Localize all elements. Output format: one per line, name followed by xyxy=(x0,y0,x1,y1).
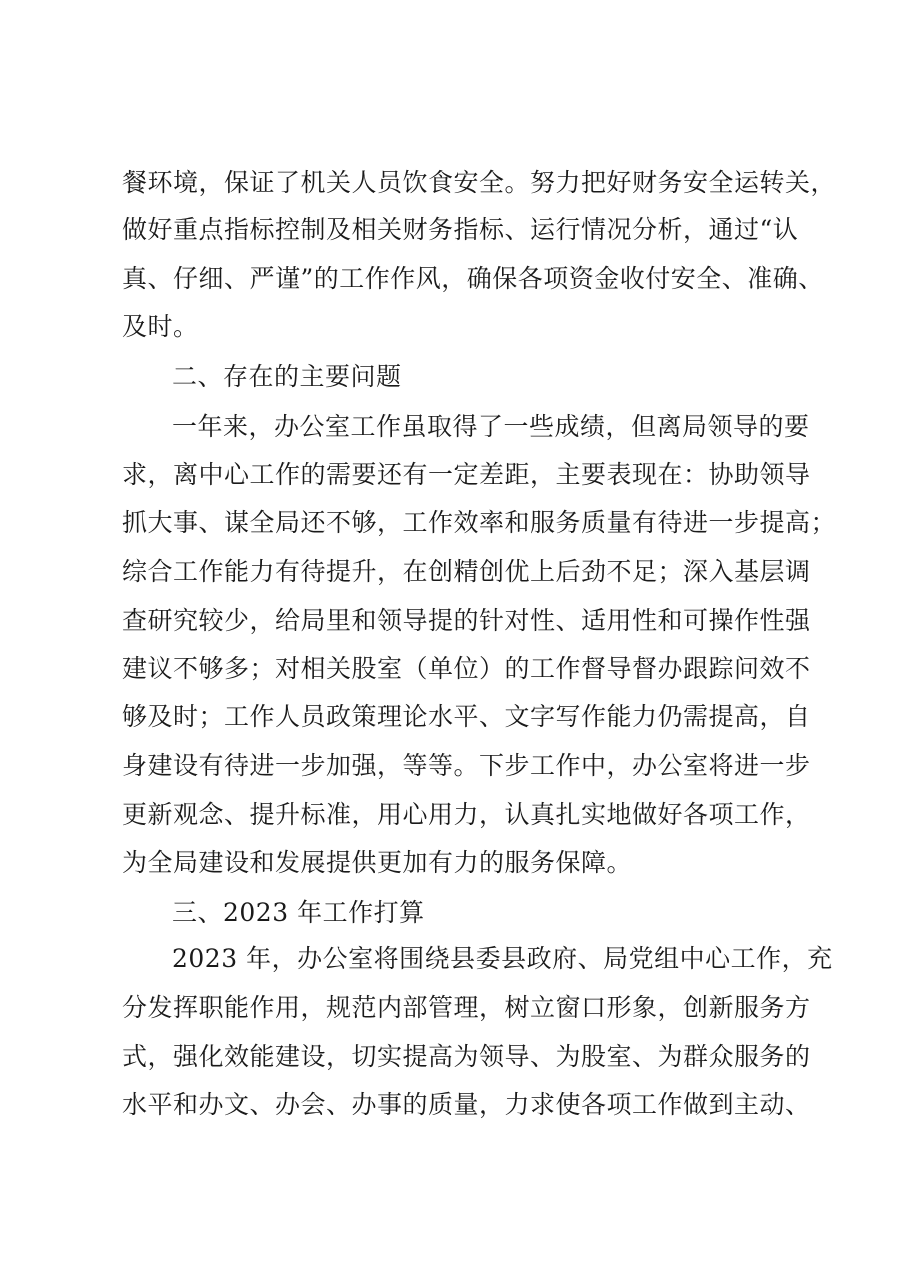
paragraph-line: 综合工作能力有待提升，在创精创优上后劲不足；深入基层调 xyxy=(122,557,811,586)
paragraph-line: 建议不够多；对相关股室（单位）的工作督导督办跟踪问效不 xyxy=(122,654,811,683)
paragraph-line: 更新观念、提升标准，用心用力，认真扎实地做好各项工作， xyxy=(122,800,811,829)
paragraph-line: 身建设有待进一步加强，等等。下步工作中，办公室将进一步 xyxy=(122,751,811,780)
paragraph-line: 查研究较少，给局里和领导提的针对性、适用性和可操作性强 xyxy=(122,606,811,635)
paragraph-line: 真、仔细、严谨”的工作作风，确保各项资金收付安全、准确、 xyxy=(122,264,824,293)
paragraph-line: 一年来，办公室工作虽取得了一些成绩，但离局领导的要 xyxy=(172,412,810,441)
paragraph-line: 抓大事、谋全局还不够，工作效率和服务质量有待进一步提高； xyxy=(122,508,837,537)
paragraph-line: 做好重点指标控制及相关财务指标、运行情况分析，通过“认 xyxy=(122,215,799,244)
section-heading: 二、存在的主要问题 xyxy=(172,362,402,391)
section-heading: 三、2023 年工作打算 xyxy=(172,898,425,927)
paragraph-line: 分发挥职能作用，规范内部管理，树立窗口形象，创新服务方 xyxy=(122,993,811,1022)
paragraph-line: 式，强化效能建设，切实提高为领导、为股室、为群众服务的 xyxy=(122,1042,811,1071)
paragraph-line: 水平和办文、办会、办事的质量，力求使各项工作做到主动、 xyxy=(122,1090,811,1119)
paragraph-line: 餐环境，保证了机关人员饮食安全。努力把好财务安全运转关， xyxy=(122,168,837,197)
paragraph-line: 及时。 xyxy=(122,312,199,341)
paragraph-line: 够及时；工作人员政策理论水平、文字写作能力仍需提高，自 xyxy=(122,702,811,731)
paragraph-line: 2023 年，办公室将围绕县委县政府、局党组中心工作，充 xyxy=(172,944,833,973)
paragraph-line: 求，离中心工作的需要还有一定差距，主要表现在：协助领导 xyxy=(122,460,811,489)
paragraph-line: 为全局建设和发展提供更加有力的服务保障。 xyxy=(122,848,633,877)
